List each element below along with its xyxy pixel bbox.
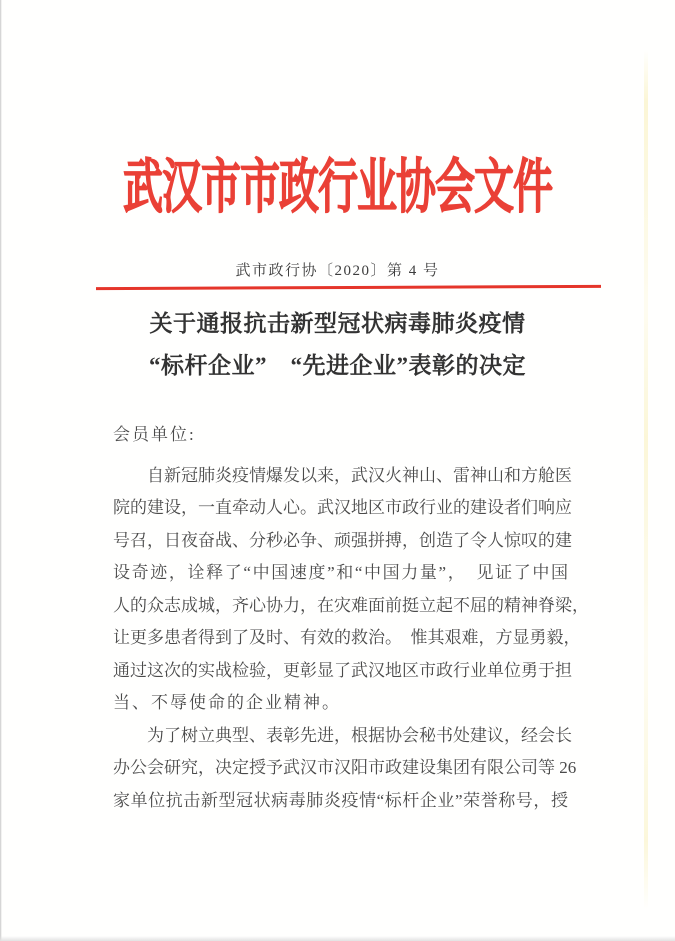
letterhead-org-title: 武汉市市政行业协会文件 [123,153,552,221]
body-line: 人的众志成城，齐心协力，在灾难面前挺立起不屈的精神脊梁， [113,595,589,615]
salutation: 会员单位: [113,425,196,444]
body-line: 家单位抗击新型冠状病毒肺炎疫情“标杆企业”荣誉称号，授 [113,790,568,810]
body-line: 自新冠肺炎疫情爆发以来，武汉火神山、雷神山和方舱医 [147,465,572,485]
body-line: 设奇迹，诠释了“中国速度”和“中国力量”， 见证了中国 [113,563,568,582]
body-line: 让更多患者得到了及时、有效的救治。 惟其艰难，方显勇毅， [113,628,581,647]
scan-edge-artifact-bottom [0,936,675,941]
document-title-line-2: “标杆企业” “先进企业”表彰的决定 [149,353,526,378]
body-line: 为了树立典型、表彰先进，根据协会秘书处建议，经会长 [147,725,572,745]
document-body [113,419,589,817]
body-line: 通过这次的实战检验，更彰显了武汉地区市政行业单位勇于担 [113,660,572,680]
body-line: 号召，日夜奋战、分秒必争、顽强拼搏，创造了令人惊叹的建 [113,530,572,550]
body-line: 当、不辱使命的企业精神。 [113,693,341,712]
document-number: 武市政行协〔2020〕第 4 号 [235,263,440,279]
document-title-line-1: 关于通报抗击新型冠状病毒肺炎疫情 [149,311,526,336]
body-line: 院的建设，一直牵动人心。武汉地区市政行业的建设者们响应 [113,498,572,517]
scan-edge-artifact-left [0,0,2,941]
letterhead-divider-line [96,285,601,290]
body-line: 办公会研究，决定授予武汉市汉阳市政建设集团有限公司等 26 [113,758,577,777]
document-title [0,303,675,387]
